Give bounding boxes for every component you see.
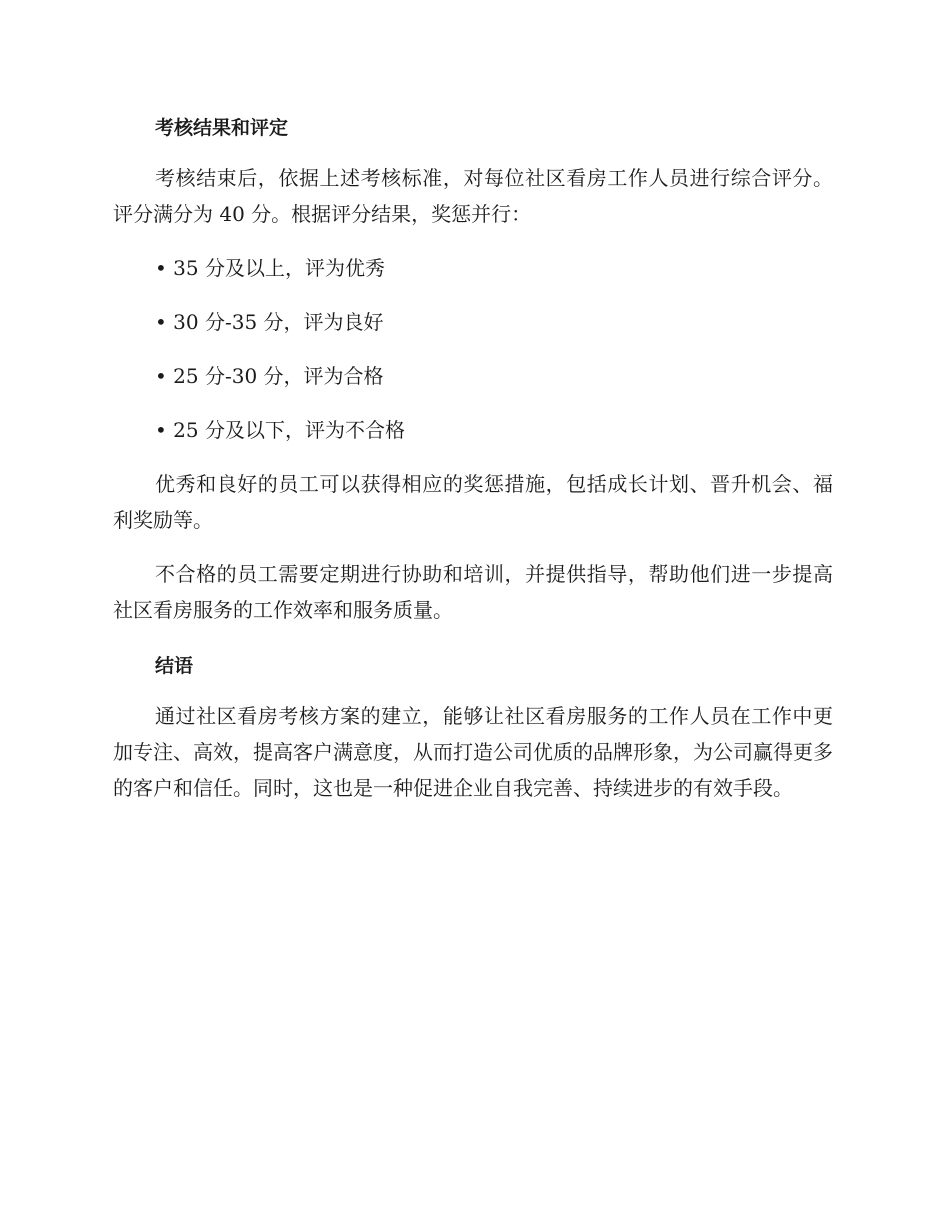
reward-paragraph: 优秀和良好的员工可以获得相应的奖惩措施，包括成长计划、晋升机会、福利奖励等。	[113, 472, 833, 532]
score-bullet-good: • 30 分-35 分，评为良好	[155, 310, 384, 334]
score-bullet-fail: • 25 分及以下，评为不合格	[155, 418, 405, 442]
document-page	[113, 108, 833, 824]
score-bullet-pass: • 25 分-30 分，评为合格	[155, 364, 384, 388]
training-paragraph: 不合格的员工需要定期进行协助和培训，并提供指导，帮助他们进一步提高社区看房服务的工作效率和服务质量。	[113, 562, 833, 622]
score-bullet-excellent: • 35 分及以上，评为优秀	[155, 256, 385, 280]
results-intro-paragraph: 考核结束后，依据上述考核标准，对每位社区看房工作人员进行综合评分。评分满分为 40 分。根据评分结果，奖惩并行：	[113, 166, 833, 226]
conclusion-paragraph: 通过社区看房考核方案的建立，能够让社区看房服务的工作人员在工作中更加专注、高效，提高客户满意度，从而打造公司优质的品牌形象，为公司赢得更多的客户和信任。同时，这也是一种促进企业自我完善、持续进步的有效手段。	[113, 704, 833, 800]
section-heading-results: 考核结果和评定	[155, 117, 289, 139]
section-heading-conclusion: 结语	[155, 655, 194, 677]
